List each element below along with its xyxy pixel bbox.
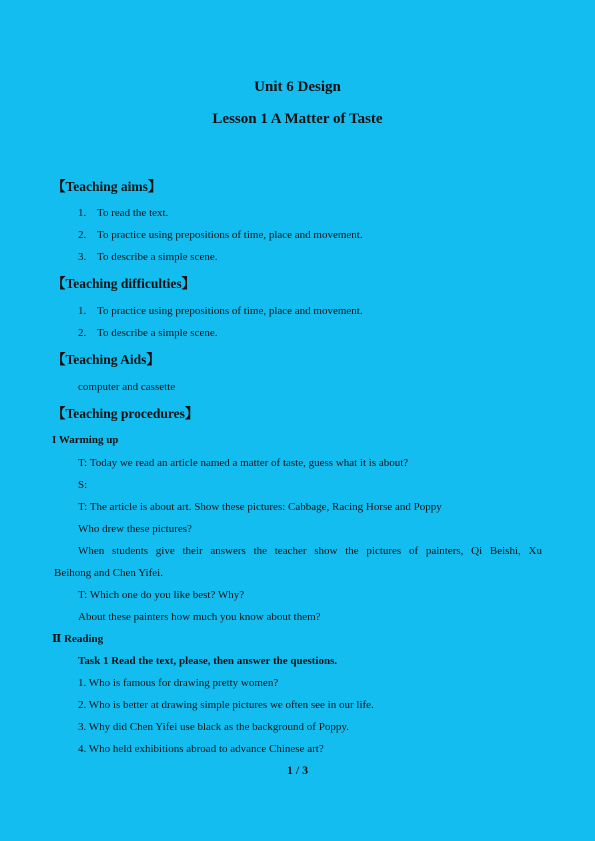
justified-paragraph-line (78, 545, 542, 557)
dialog-line: T: Today we read an article named a matter of taste, guess what it is about? (78, 457, 409, 469)
aids-text: computer and cassette (78, 381, 176, 393)
list-number: 1. (78, 305, 87, 317)
list-number: 1. (78, 207, 87, 219)
list-text: To practice using prepositions of time, place and movement. (97, 229, 363, 241)
warming-up-heading: I Warming up (52, 434, 119, 446)
task-heading: Task 1 Read the text, please, then answer the questions. (78, 655, 338, 667)
lesson-title: Lesson 1 A Matter of Taste (212, 111, 383, 127)
word: Qi (471, 545, 483, 557)
word: Beishi, (489, 545, 521, 557)
question-item: 3. Why did Chen Yifei use black as the background of Poppy. (78, 721, 349, 733)
list-text: To read the text. (97, 207, 169, 219)
list-number: 2. (78, 327, 87, 339)
dialog-line: S: (78, 479, 88, 491)
word: pictures (366, 545, 402, 557)
dialog-line: About these painters how much you know about them? (78, 611, 321, 623)
dialog-line: Who drew these pictures? (78, 523, 192, 535)
list-number: 2. (78, 229, 87, 241)
word: the (253, 545, 268, 557)
list-text: To practice using prepositions of time, place and movement. (97, 305, 363, 317)
word: painters, (425, 545, 464, 557)
paragraph-continuation: Beihong and Chen Yifei. (54, 567, 163, 579)
list-text: To describe a simple scene. (97, 327, 218, 339)
unit-title: Unit 6 Design (254, 79, 341, 95)
question-item: 1. Who is famous for drawing pretty women? (78, 677, 279, 689)
section-heading-procedures: 【Teaching procedures】 (52, 406, 199, 421)
word: show (314, 545, 338, 557)
word: Xu (528, 545, 542, 557)
word: their (182, 545, 203, 557)
word: give (155, 545, 175, 557)
list-number: 3. (78, 251, 87, 263)
section-heading-aims: 【Teaching aims】 (52, 179, 162, 194)
word: teacher (274, 545, 307, 557)
section-heading-difficulties: 【Teaching difficulties】 (52, 276, 196, 291)
question-item: 2. Who is better at drawing simple pictures we often see in our life. (78, 699, 374, 711)
question-item: 4. Who held exhibitions abroad to advance Chinese art? (78, 743, 324, 755)
word: answers (210, 545, 246, 557)
dialog-line: T: Which one do you like best? Why? (78, 589, 245, 601)
section-heading-aids: 【Teaching Aids】 (52, 352, 160, 367)
page-number: 1 / 3 (286, 763, 309, 777)
dialog-line: T: The article is about art. Show these pictures: Cabbage, Racing Horse and Poppy (78, 501, 442, 513)
list-text: To describe a simple scene. (97, 251, 218, 263)
word: of (408, 545, 419, 557)
reading-heading: Ⅱ Reading (52, 633, 104, 645)
word: students (112, 545, 149, 557)
word: the (345, 545, 359, 557)
word: When (78, 545, 105, 557)
